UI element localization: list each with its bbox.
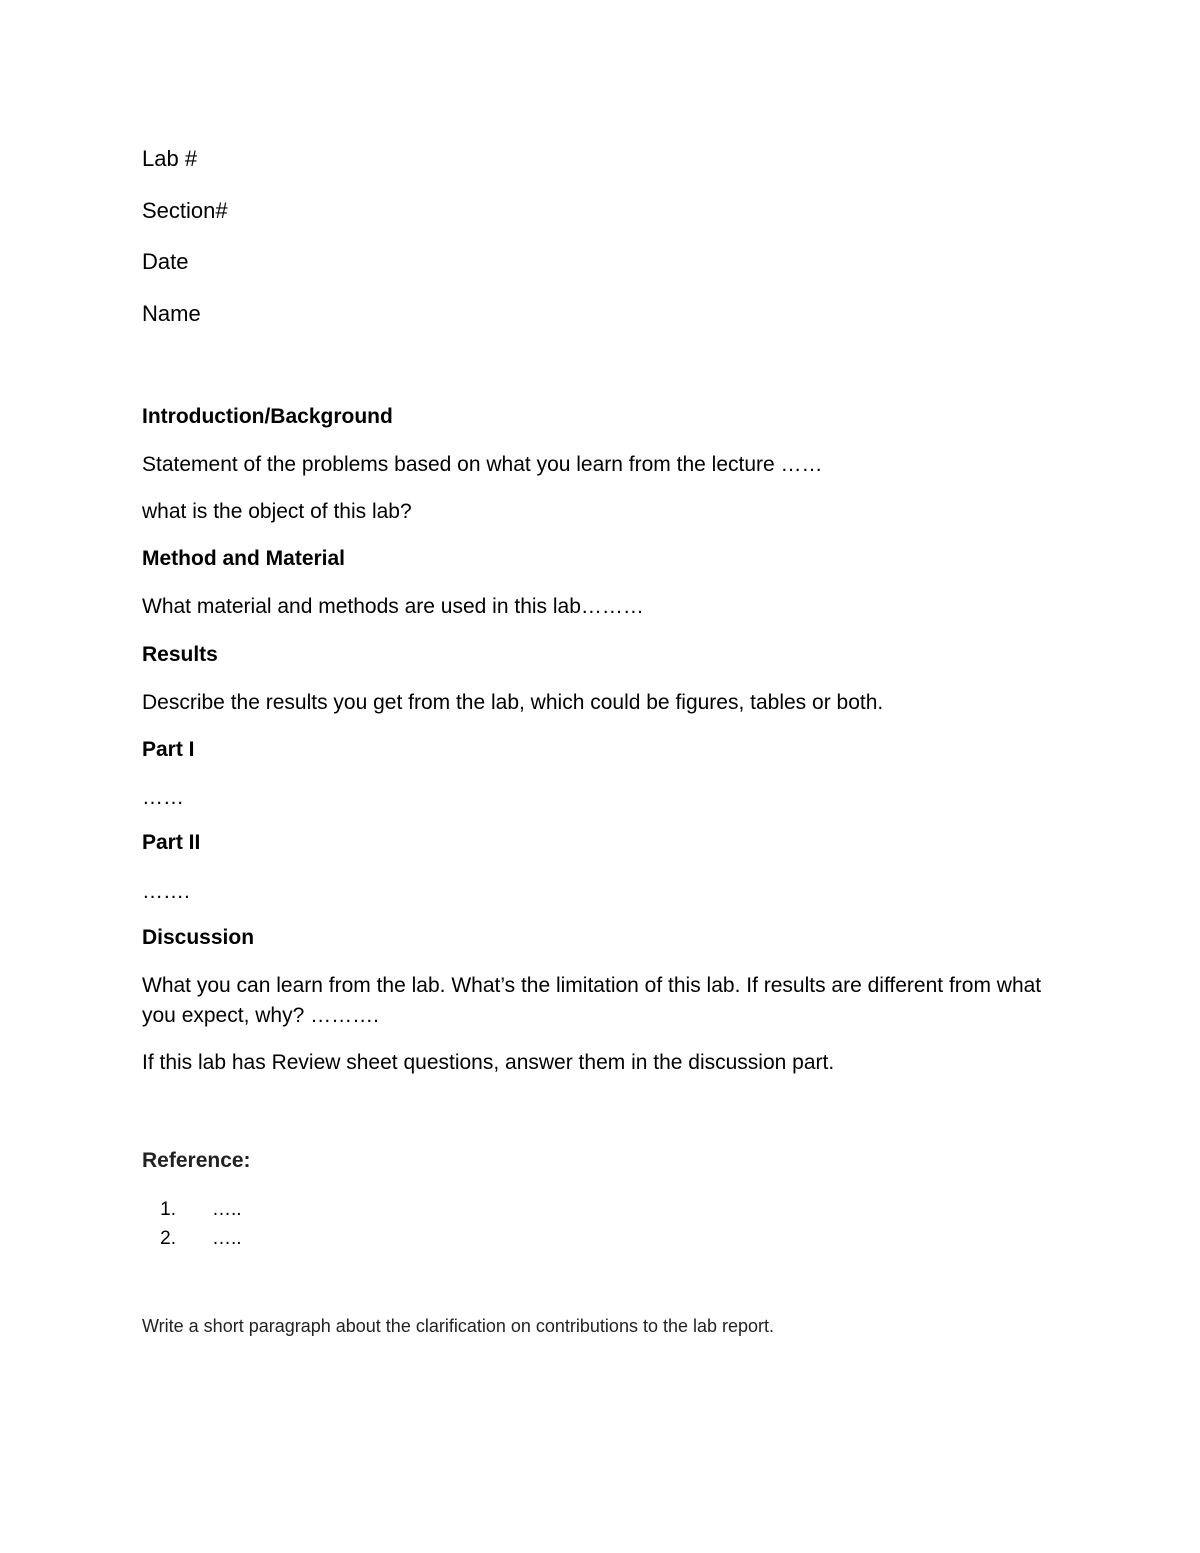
- reference-item-text: …..: [212, 1228, 242, 1249]
- date-label: Date: [142, 249, 189, 274]
- part-2-heading: Part II: [142, 831, 201, 854]
- discussion-text-2: If this lab has Review sheet questions, answer them in the discussion part.: [142, 1051, 835, 1074]
- reference-item-text: …..: [212, 1199, 242, 1220]
- reference-list: [142, 1195, 242, 1253]
- introduction-heading: Introduction/Background: [142, 405, 393, 428]
- contribution-note: Write a short paragraph about the clarification on contributions to the lab report.: [142, 1316, 775, 1336]
- discussion-text-1: What you can learn from the lab. What’s the limitation of this lab. If results are different from what you expect, why? ……….: [142, 974, 1042, 1027]
- method-heading: Method and Material: [142, 547, 346, 570]
- introduction-text-2: what is the object of this lab?: [142, 500, 412, 523]
- part-1-heading: Part I: [142, 738, 195, 761]
- part-1-text: ……: [142, 786, 184, 809]
- name-label: Name: [142, 301, 201, 326]
- reference-item: [142, 1195, 242, 1224]
- reference-item: [142, 1224, 242, 1253]
- discussion-heading: Discussion: [142, 926, 255, 949]
- method-text: What material and methods are used in this lab………: [142, 595, 644, 618]
- results-heading: Results: [142, 643, 218, 666]
- reference-heading: Reference:: [142, 1149, 251, 1172]
- results-text: Describe the results you get from the lab, which could be figures, tables or both.: [142, 691, 884, 714]
- lab-number-label: Lab #: [142, 146, 198, 171]
- part-2-text: …….: [142, 880, 190, 903]
- introduction-text-1: Statement of the problems based on what you learn from the lecture ……: [142, 453, 823, 476]
- reference-item-number: 1.: [160, 1199, 176, 1220]
- reference-item-number: 2.: [160, 1228, 176, 1249]
- section-number-label: Section#: [142, 198, 228, 223]
